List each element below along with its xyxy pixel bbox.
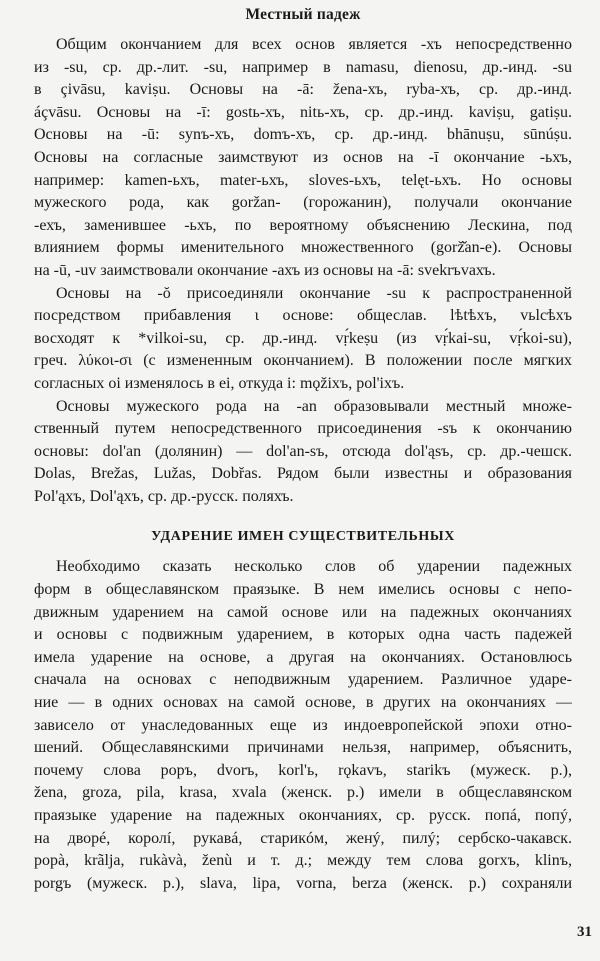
text-line: porgъ (мужеск. p.), slava, lipa, vorna, berza (женск. p.) сохраняли bbox=[34, 874, 572, 892]
text-line: ственный путем непосредственного присоединения -sъ к окончанию bbox=[34, 420, 572, 438]
text-line: popà, krãlja, rukàvà, ženù и т. д.; между тем слова gorxъ, klinъ, bbox=[34, 852, 572, 870]
text-line: шений. Общеславянскими причинами нельзя, например, объяснить, bbox=[34, 739, 572, 757]
text-line: -ехъ, заменившее -ьхъ, по вероятному объяснению Лескина, под bbox=[34, 216, 572, 234]
text-line: форм в общеславянском праязыке. В нем имелись основы с непо- bbox=[34, 581, 572, 599]
text-line: Основы на -ŏ присоединяли окончание -su к распространенной bbox=[56, 284, 572, 302]
text-line: греч. λύκοι-σι (с измененным окончанием). В положении после мягких bbox=[34, 352, 572, 370]
text-line: на дворé, королí, рукавá, старикóм, женý, пилý; сербско-чакавск. bbox=[34, 829, 572, 847]
page-number: 31 bbox=[577, 924, 592, 940]
text-line: сначала на основах с неподвижным ударением. Различное ударе- bbox=[34, 671, 572, 689]
text-line: Основы на -ū: synъ-хъ, domъ-хъ, ср. др.-инд. bhānuṣu, sūnúṣu. bbox=[34, 126, 572, 144]
text-line: имела ударение на основе, а другая на окончаниях. Остановлюсь bbox=[34, 648, 572, 666]
text-line: влиянием формы именительного множественного (gorž̌an-e). Основы bbox=[34, 239, 572, 257]
text-line: Основы мужеского рода на -an образовывали местный множе- bbox=[56, 397, 572, 415]
paragraph-locative-endings bbox=[34, 34, 572, 283]
text-line: Общим окончанием для всех основ является -хъ непосредственно bbox=[56, 36, 572, 53]
section-heading-stress: УДАРЕНИЕ ИМЕН СУЩЕСТВИТЕЛЬНЫХ bbox=[151, 529, 455, 545]
text-line: žena, groza, pila, krasa, xvala (женск. p.) имели в общеславянском bbox=[34, 784, 572, 802]
text-line: движным ударением на самой основе или на падежных окончаниях bbox=[34, 603, 572, 621]
text-line: посредством прибавления ι основе: общеслав. lѣtѣxъ, vьlcѣxъ bbox=[34, 307, 572, 325]
text-line: áçvāsu. Основы на -ī: gostь-хъ, nitь-хъ, ср. др.-инд. kaviṣu, gatiṣu. bbox=[34, 103, 572, 121]
text-line: например: kamen-ьхъ, mater-ьхъ, sloves-ьхъ, telęt-ьхъ. Но основы bbox=[34, 171, 572, 189]
text-line: восходят к *vilkoi-su, ср. др.-инд. vṛ́keṣu (из vṛ́kai-su, vṛ́koi-su), bbox=[34, 329, 572, 347]
text-line: почему слова popъ, dvorъ, korl'ь, rǫkavъ, starikъ (мужеск. p.), bbox=[34, 761, 572, 779]
text-line: основы: dol'an (долянин) — dol'an-sъ, отсюда dol'ąsъ, ср. др.-чешск. bbox=[34, 442, 572, 460]
text-line: согласных oi изменялось в ei, откуда i: mǫžixъ, pol'ixъ. bbox=[34, 374, 405, 392]
text-line: Основы на согласные заимствуют из основ на -ī окончание -ьхъ, bbox=[34, 148, 572, 166]
text-line: зависело от унаследованных еще из индоевропейской эпохи отно- bbox=[34, 716, 572, 734]
text-line: Необходимо сказать несколько слов об ударении падежных bbox=[56, 558, 572, 576]
text-line: праязыке ударение на падежных окончаниях, ср. русск. попá, попý, bbox=[34, 807, 572, 824]
paragraph-an-stems bbox=[34, 396, 572, 509]
text-line: Pol'ąxъ, Dol'ąxъ, ср. др.-русск. поляхъ. bbox=[34, 487, 294, 505]
paragraph-noun-stress bbox=[34, 556, 572, 895]
text-line: в çivāsu, kaviṣu. Основы на -ā: žena-хъ, ryba-хъ, ср. др.-инд. bbox=[34, 81, 572, 99]
text-line: мужеского рода, как goržan- (горожанин), получали окончание bbox=[34, 194, 572, 212]
text-line: Dolas, Brežas, Lužas, Dobřas. Рядом были известны и образования bbox=[34, 465, 572, 483]
text-line: на -ū, -uv заимствовали окончание -ахъ из основы на -ā: svekrъvахъ. bbox=[34, 261, 496, 279]
text-line: ние — в одних основах на самой основе, в других на окончаниях — bbox=[34, 694, 572, 712]
paragraph-o-stems bbox=[34, 283, 572, 396]
section-heading-locative: Местный падеж bbox=[245, 6, 361, 23]
text-line: и основы с подвижным ударением, в которых одна часть падежей bbox=[34, 626, 572, 644]
text-line: из -su, ср. др.-лит. -su, например в namasu, dienosu, др.-инд. -su bbox=[34, 58, 572, 76]
